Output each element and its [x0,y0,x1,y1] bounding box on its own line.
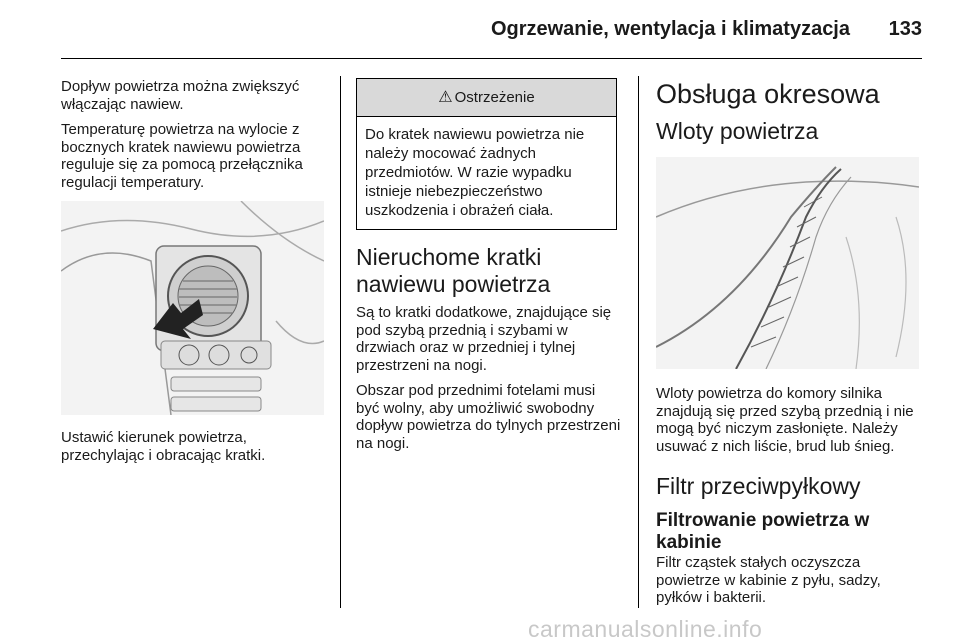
page-header-title: Ogrzewanie, wentylacja i klimatyzacja [490,18,850,40]
warning-title: Ostrzeżenie [454,89,535,106]
section-heading: Filtr przeciwpyłkowy [656,473,861,499]
header-rule [61,58,922,59]
paragraph: Obszar pod przednimi fotelami musi być wolny, aby umożliwić swobodny dopływ powietrza do tylnych przestrzeni na nogi. [356,382,621,452]
column-middle [356,78,621,460]
paragraph: Wloty powietrza do komory silnika znajdują się przed szybą przednią i nie mogą być niczym zasłonięte. Należy usuwać z nich liście, brud lub śnieg. [656,385,914,455]
paragraph: Dopływ powietrza można zwiększyć włączając nawiew. [61,78,300,113]
air-intake-illustration [656,157,919,369]
section-heading-main: Obsługa okresowa [656,79,880,109]
image-caption: Ustawić kierunek powietrza, przechylając i obracając kratki. [61,429,266,464]
page-number: 133 [888,18,922,40]
section-heading: Wloty powietrza [656,118,819,144]
paragraph: Są to kratki dodatkowe, znajdujące się pod szybą przednią i szybami w drzwiach oraz w przedniej i tylnej przestrzeni na nogi. [356,304,612,374]
column-separator [638,76,639,608]
paragraph: Temperaturę powietrza na wylocie z bocznych kratek nawiewu powietrza reguluje się za pomocą przełącznika regulacji temperatury. [61,121,303,191]
paragraph: Filtr cząstek stałych oczyszcza powietrze w kabinie z pyłu, sadzy, pyłków i bakterii. [656,554,881,606]
watermark: carmanualsonline.info [528,616,763,642]
column-right [656,78,921,615]
column-left [61,78,326,472]
section-heading: Nieruchome kratki nawiewu powietrza [356,244,551,297]
warning-box [356,78,617,230]
warning-text: Do kratek nawiewu powietrza nie należy mocować żadnych przedmiotów. W razie wypadku istnieje niebezpieczeństwo uszkodzenia i obrażeń ciała. [365,126,585,219]
warning-header [357,79,616,117]
subsection-heading: Filtrowanie powietrza w kabinie [656,510,870,553]
warning-triangle-icon: ⚠ [438,89,453,106]
column-separator [340,76,341,608]
air-vent-illustration [61,201,324,415]
